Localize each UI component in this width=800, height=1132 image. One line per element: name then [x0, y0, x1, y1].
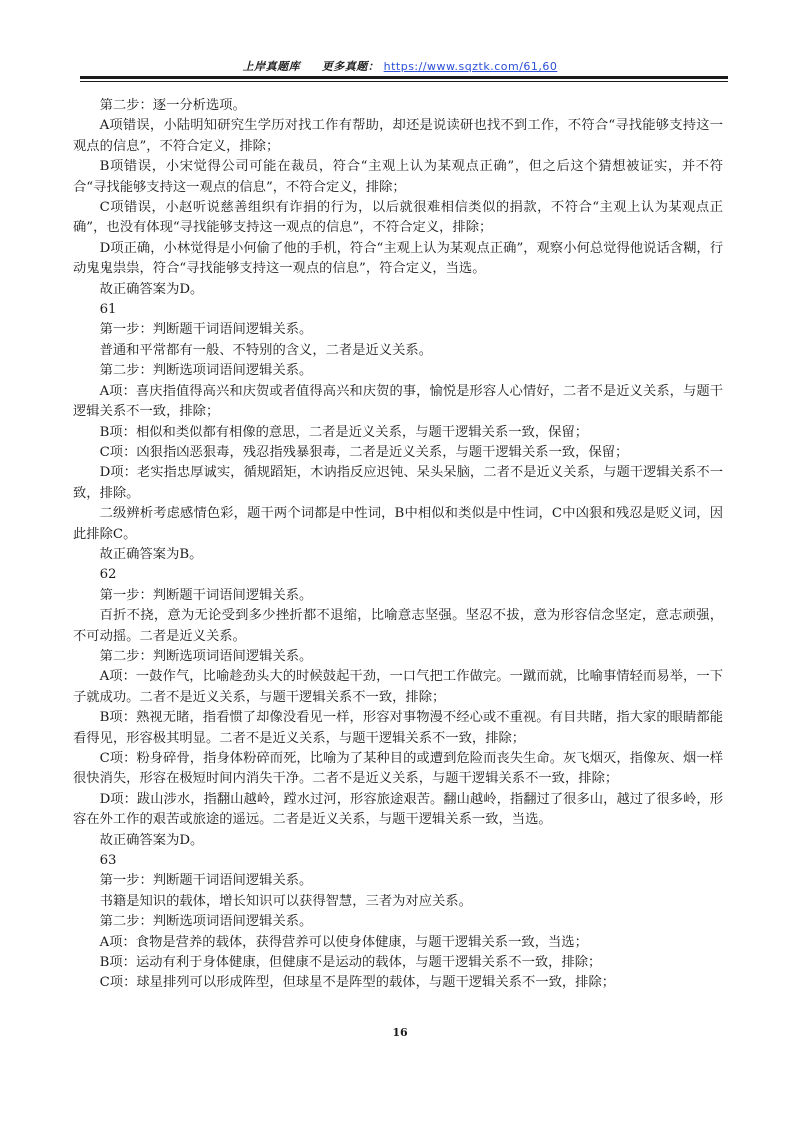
paragraph: D项：跋山涉水，指翻山越岭，蹚水过河，形容旅途艰苦。翻山越岭，指翻过了很多山，越过了很多岭，形容在外工作的艰苦或旅途的遥远。二者是近义关系，与题干逻辑关系一致，当选。: [73, 791, 723, 828]
paragraph: A项：喜庆指值得高兴和庆贺或者值得高兴和庆贺的事，愉悦是形容人心情好，二者不是近义关系，与题干逻辑关系不一致，排除；: [73, 383, 723, 420]
paragraph: D项：老实指忠厚诚实，循规蹈矩，木讷指反应迟钝、呆头呆脑，二者不是近义关系，与题干逻辑关系不一致，排除。: [73, 465, 723, 501]
paragraph: 二级辨析考虑感情色彩，题干两个词都是中性词，B中相似和类似是中性词，C中凶狠和残忍是贬义词，因此排除C。: [73, 506, 723, 542]
paragraph: 第二步：逐一分析选项。: [99, 98, 246, 113]
paragraph: 故正确答案为D。: [99, 832, 204, 848]
page-header: [40, 58, 760, 74]
header-more-label: 更多真题：: [321, 60, 380, 73]
paragraph: 故正确答案为D。: [99, 281, 204, 297]
paragraph: C项：凶狠指凶恶狠毒，残忍指残暴狠毒，二者是近义关系，与题干逻辑关系一致，保留；: [99, 444, 629, 460]
paragraph: 62: [99, 567, 117, 583]
paragraph: B项错误，小宋觉得公司可能在裁员，符合“主观上认为某观点正确”，但之后这个猜想被证实，并不符合“寻找能够支持这一观点的信息”，不符合定义，排除；: [73, 159, 723, 195]
paragraph: B项：相似和类似都有相像的意思，二者是近义关系，与题干逻辑关系一致，保留；: [99, 424, 589, 440]
paragraph: A项错误，小陆明知研究生学历对找工作有帮助，却还是说读研也找不到工作，不符合“寻找能够支持这一观点的信息”，不符合定义，排除；: [73, 118, 723, 154]
paragraph: 普通和平常都有一般、不特别的含义，二者是近义关系。: [99, 342, 433, 358]
header-url-link[interactable]: https://www.sqztk.com/61,60: [383, 60, 558, 73]
paragraph: 第二步：判断选项词语间逻辑关系。: [99, 363, 313, 379]
paragraph: B项：熟视无睹，指看惯了却像没看见一样，形容对事物漫不经心或不重视。有目共睹，指大家的眼睛都能看得见，形容极其明显。二者不是近义关系，与题干逻辑关系不一致，排除；: [73, 710, 723, 746]
paragraph: 书籍是知识的载体，增长知识可以获得智慧，三者为对应关系。: [99, 893, 472, 909]
paragraph: C项：粉身碎骨，指身体粉碎而死，比喻为了某种目的或遭到危险而丧失生命。灰飞烟灭，指像灰、烟一样很快消失，形容在极短时间内消失干净。二者不是近义关系，与题干逻辑关系不一致，排除；: [73, 751, 723, 787]
paragraph: 第一步：判断题干词语间逻辑关系。: [99, 587, 313, 603]
paragraph: 61: [99, 302, 117, 318]
header-brand: 上岸真题库: [242, 60, 301, 73]
paragraph: 63: [99, 853, 117, 869]
paragraph: 第二步：判断选项词语间逻辑关系。: [99, 914, 313, 930]
paragraph: D项正确，小林觉得是小何偷了他的手机，符合“主观上认为某观点正确”，观察小何总觉得他说话含糊，行动鬼鬼祟祟，符合“寻找能够支持这一观点的信息”，符合定义，当选。: [73, 240, 723, 277]
paragraph: 故正确答案为B。: [99, 546, 203, 562]
page-number: 16: [392, 1026, 408, 1039]
paragraph: C项错误，小赵听说慈善组织有诈捐的行为，以后就很难相信类似的捐款，不符合“主观上认为某观点正确”，也没有体现“寻找能够支持这一观点的信息”，不符合定义，排除；: [73, 200, 723, 236]
paragraph: C项：球星排列可以形成阵型，但球星不是阵型的载体，与题干逻辑关系不一致，排除；: [99, 975, 616, 991]
paragraph: A项：食物是营养的载体，获得营养可以使身体健康，与题干逻辑关系一致，当选；: [99, 934, 588, 950]
document-body: [73, 96, 723, 994]
header-divider: [80, 76, 728, 82]
paragraph: 第二步：判断选项词语间逻辑关系。: [99, 648, 313, 664]
paragraph: A项：一鼓作气，比喻趁劲头大的时候鼓起干劲，一口气把工作做完。一蹴而就，比喻事情轻而易举，一下子就成功。二者不是近义关系，与题干逻辑关系不一致，排除；: [73, 669, 723, 705]
paragraph: 第一步：判断题干词语间逻辑关系。: [99, 322, 313, 338]
paragraph: 百折不挠，意为无论受到多少挫折都不退缩，比喻意志坚强。坚忍不拔，意为形容信念坚定，意志顽强，不可动摇。二者是近义关系。: [73, 608, 723, 644]
paragraph: 第一步：判断题干词语间逻辑关系。: [99, 873, 313, 889]
paragraph: B项：运动有利于身体健康，但健康不是运动的载体，与题干逻辑关系不一致，排除；: [99, 955, 602, 971]
